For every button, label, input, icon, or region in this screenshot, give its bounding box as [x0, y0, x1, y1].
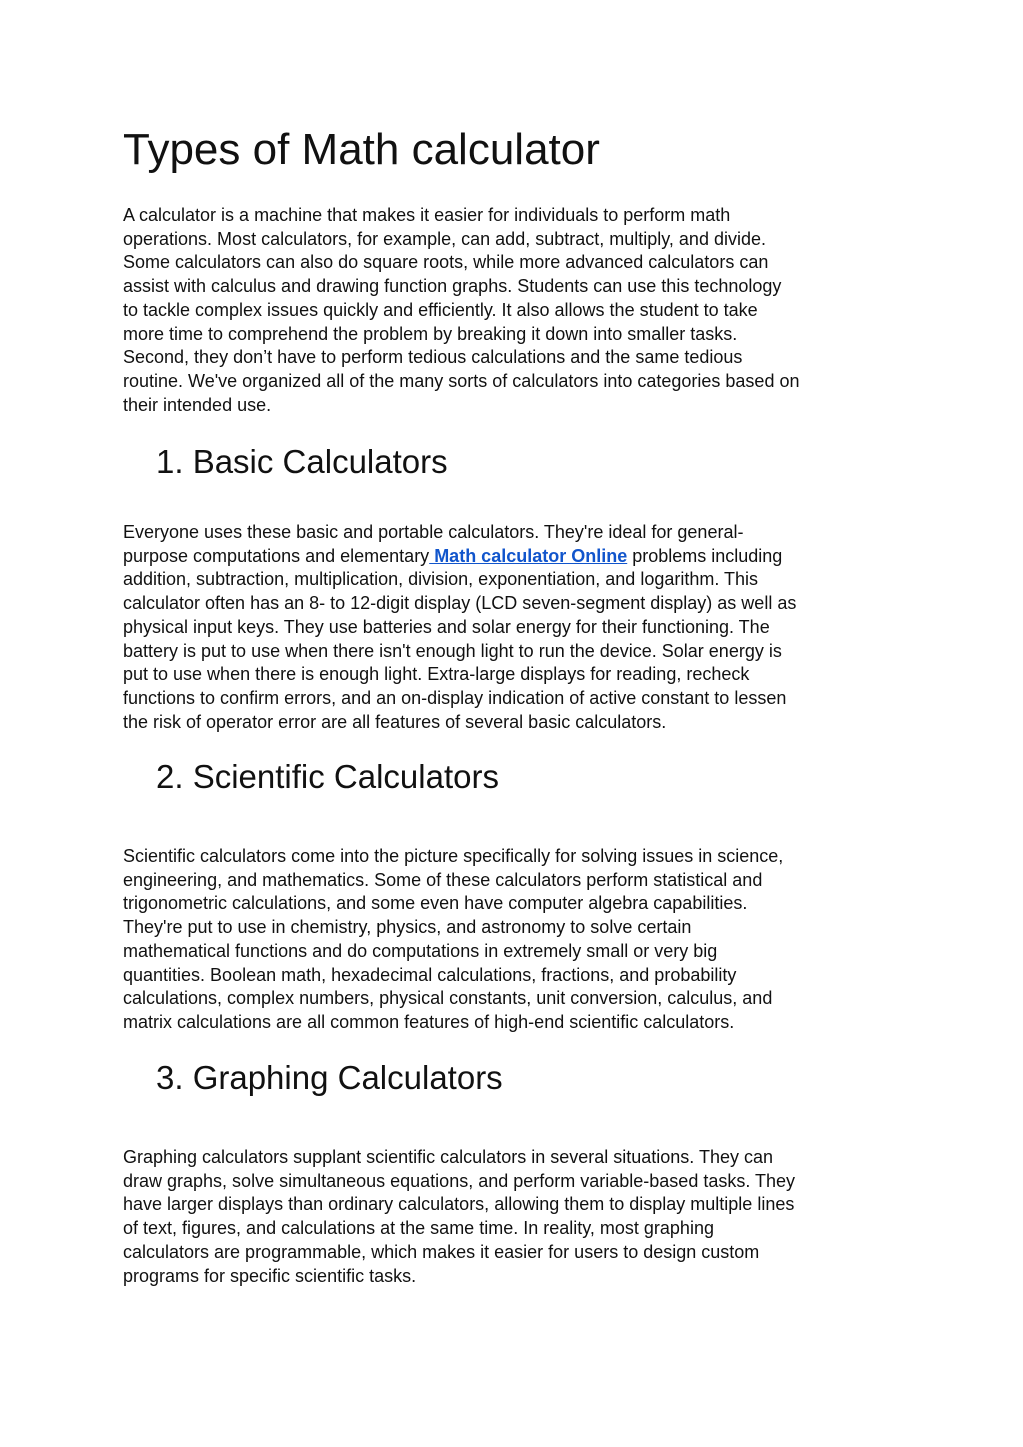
- paragraph-line: of text, figures, and calculations at the same time. In reality, most graphing: [123, 1218, 714, 1239]
- paragraph-line: calculators are programmable, which makes it easier for users to design custom: [123, 1241, 760, 1262]
- paragraph-line: routine. We've organized all of the many sorts of calculators into categories based on: [123, 370, 800, 391]
- paragraph-line: mathematical functions and do computations in extremely small or very big: [123, 940, 718, 961]
- paragraph-line: A calculator is a machine that makes it easier for individuals to perform math: [123, 205, 731, 225]
- paragraph-line: the risk of operator error are all features of several basic calculators.: [123, 711, 667, 732]
- section-heading-basic: 1. Basic Calculators: [156, 443, 448, 480]
- basic-calculators-paragraph: [123, 521, 913, 734]
- math-calculator-online-link[interactable]: Math calculator Online: [429, 545, 628, 566]
- paragraph-line: Second, they don’t have to perform tedious calculations and the same tedious: [123, 347, 743, 368]
- paragraph-line: Everyone uses these basic and portable calculators. They're ideal for general-: [123, 522, 744, 542]
- intro-paragraph: [123, 204, 913, 417]
- section-heading-scientific: 2. Scientific Calculators: [156, 758, 499, 795]
- paragraph-line: trigonometric calculations, and some even have computer algebra capabilities.: [123, 893, 748, 914]
- paragraph-line: matrix calculations are all common features of high-end scientific calculators.: [123, 1011, 735, 1032]
- paragraph-line: programs for specific scientific tasks.: [123, 1265, 417, 1286]
- link-following-text: problems including: [627, 545, 783, 566]
- section-heading-graphing: 3. Graphing Calculators: [156, 1059, 503, 1096]
- scientific-calculators-paragraph: [123, 845, 913, 1035]
- paragraph-line: calculator often has an 8- to 12-digit display (LCD seven-segment display) as well as: [123, 593, 797, 614]
- paragraph-line: functions to confirm errors, and an on-display indication of active constant to lessen: [123, 687, 787, 708]
- paragraph-line: to tackle complex issues quickly and efficiently. It also allows the student to take: [123, 299, 758, 320]
- paragraph-line-with-link: [123, 545, 913, 569]
- paragraph-line: draw graphs, solve simultaneous equations, and perform variable-based tasks. They: [123, 1170, 796, 1191]
- paragraph-line: calculations, complex numbers, physical constants, unit conversion, calculus, and: [123, 988, 773, 1009]
- paragraph-line: have larger displays than ordinary calculators, allowing them to display multiple lines: [123, 1194, 795, 1215]
- page-title: Types of Math calculator: [123, 125, 600, 174]
- link-preceding-text: purpose computations and elementary: [123, 545, 430, 566]
- paragraph-line: quantities. Boolean math, hexadecimal calculations, fractions, and probability: [123, 964, 737, 985]
- graphing-calculators-paragraph: [123, 1146, 913, 1288]
- paragraph-line: engineering, and mathematics. Some of these calculators perform statistical and: [123, 869, 763, 890]
- paragraph-line: put to use when there is enough light. Extra-large displays for reading, recheck: [123, 664, 750, 685]
- paragraph-line: physical input keys. They use batteries and solar energy for their functioning. The: [123, 616, 770, 637]
- paragraph-line: Scientific calculators come into the picture specifically for solving issues in science,: [123, 846, 784, 866]
- paragraph-line: operations. Most calculators, for example, can add, subtract, multiply, and divide.: [123, 228, 766, 249]
- paragraph-line: more time to comprehend the problem by breaking it down into smaller tasks.: [123, 323, 738, 344]
- paragraph-line: battery is put to use when there isn't enough light to run the device. Solar energy is: [123, 640, 782, 661]
- paragraph-line: their intended use.: [123, 394, 272, 415]
- paragraph-line: addition, subtraction, multiplication, division, exponentiation, and logarithm. This: [123, 569, 759, 590]
- paragraph-line: They're put to use in chemistry, physics, and astronomy to solve certain: [123, 917, 692, 938]
- paragraph-line: Graphing calculators supplant scientific calculators in several situations. They can: [123, 1147, 773, 1167]
- paragraph-line: assist with calculus and drawing function graphs. Students can use this technology: [123, 276, 782, 297]
- paragraph-line: Some calculators can also do square roots, while more advanced calculators can: [123, 252, 769, 273]
